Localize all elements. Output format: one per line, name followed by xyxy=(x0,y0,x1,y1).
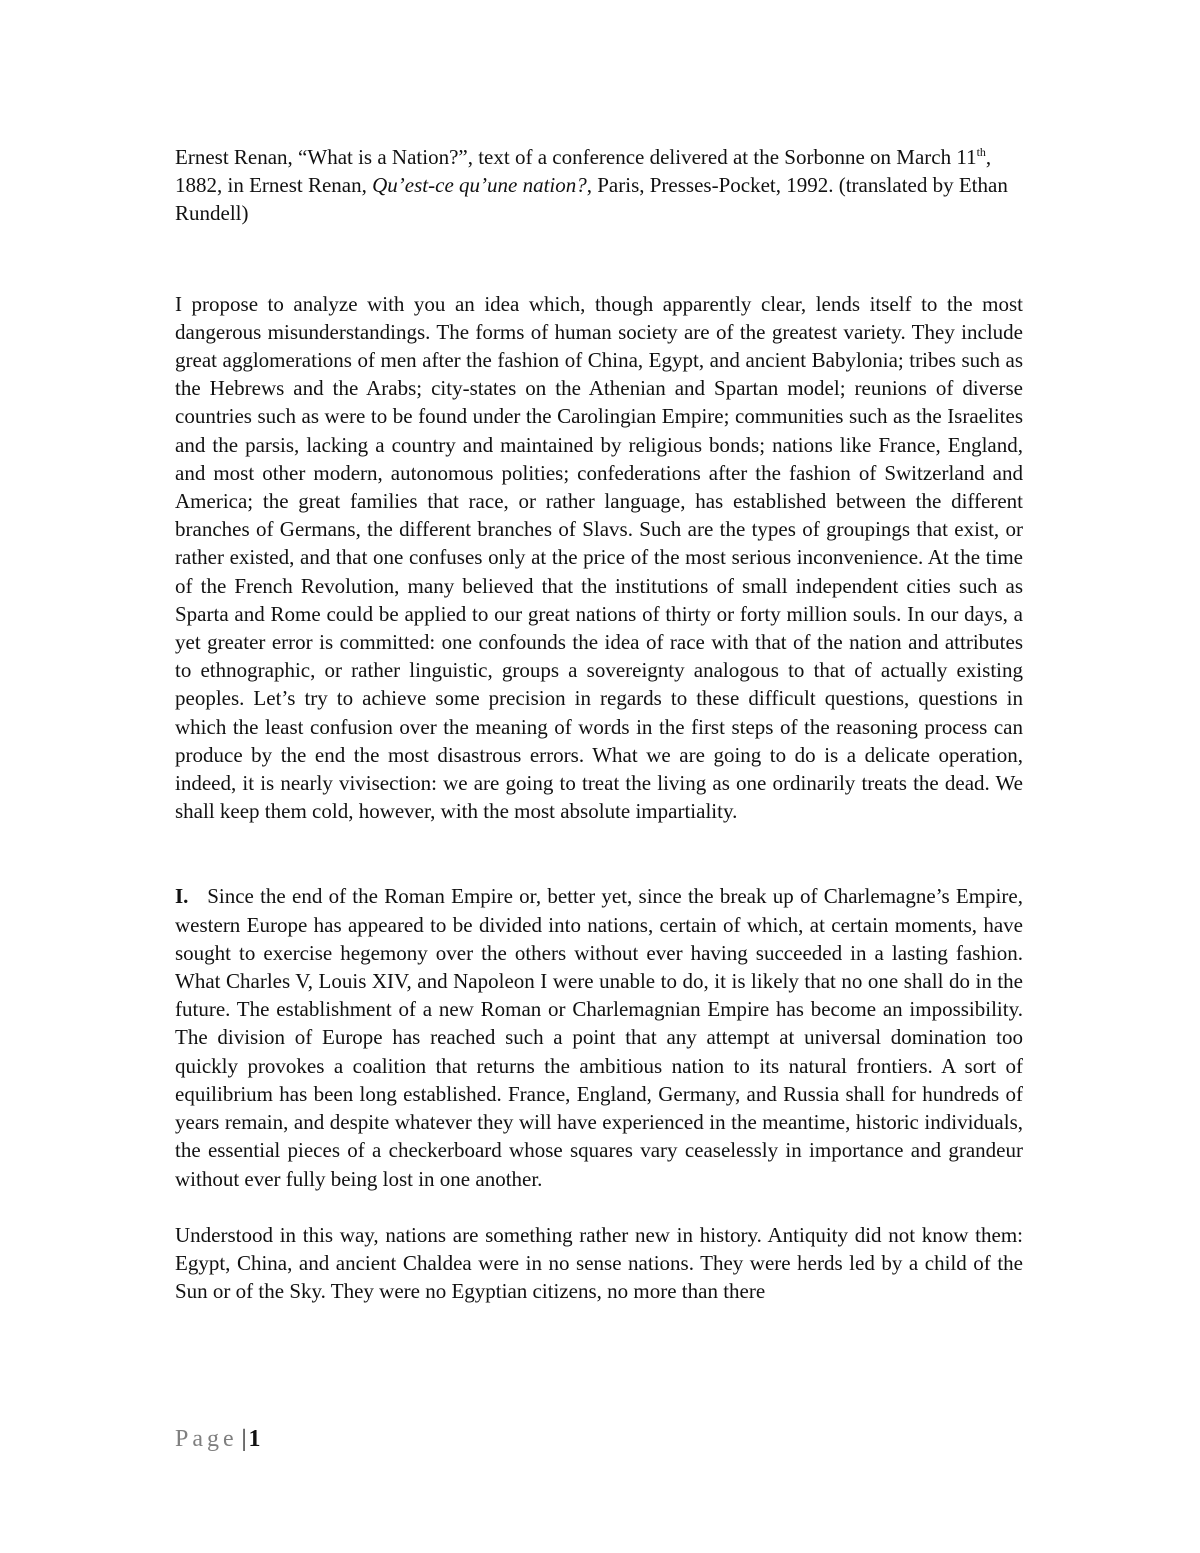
citation xyxy=(175,143,1023,228)
citation-book-title: Qu’est-ce qu’une nation? xyxy=(372,173,587,198)
section-1-text: Since the end of the Roman Empire or, better yet, since the break up of Charlemagne’s Empire, western Europe has appeared to be divided into nations, certain of which, at certain moments, have sought to exercise hegemony over the others without ever having succeeded in a lasting fashion. What Charles V, Louis XIV, and Napoleon I were unable to do, it is likely that no one shall do in the future. The establishment of a new Roman or Charlemagnian Empire has become an impossibility. The division of Europe has reached such a point that any attempt at universal domination too quickly provokes a coalition that returns the ambitious nation to its natural frontiers. A sort of equilibrium has been long established. France, England, Germany, and Russia shall for hundreds of years remain, and despite whatever they will have experienced in the meantime, historic individuals, the essential pieces of a checkerboard whose squares vary ceaselessly in importance and grandeur without ever fully being lost in one another. xyxy=(175,884,1023,1191)
intro-paragraph: I propose to analyze with you an idea which, though apparently clear, lends itself to the most dangerous misunderstandings. The forms of human society are of the greatest variety. They include great agglomerations of men after the fashion of China, Egypt, and ancient Babylonia; tribes such as the Hebrews and the Arabs; city-states on the Athenian and Spartan model; reunions of diverse countries such as were to be found under the Carolingian Empire; communities such as the Israelites and the parsis, lacking a country and maintained by religious bonds; nations like France, England, and most other modern, autonomous polities; confederations after the fashion of Switzerland and America; the great families that race, or rather language, has established between the different branches of Germans, the different branches of Slavs. Such are the types of groupings that exist, or rather existed, and that one confuses only at the price of the most serious inconvenience. At the time of the French Revolution, many believed that the institutions of small independent cities such as Sparta and Rome could be applied to our great nations of thirty or forty million souls. In our days, a yet greater error is committed: one confounds the idea of race with that of the nation and attributes to ethnographic, or rather linguistic, groups a sovereignty analogous to that of actually existing peoples. Let’s try to achieve some precision in regards to these difficult questions, questions in which the least confusion over the meaning of words in the first steps of the reasoning process can produce by the end the most disastrous errors. What we are going to do is a delicate operation, indeed, it is nearly vivisection: we are going to treat the living as one ordinarily treats the dead. We shall keep them cold, however, with the most absolute impartiality. xyxy=(175,291,1023,824)
section-1-paragraph xyxy=(175,882,1023,1192)
citation-part2: , 1882, in Ernest Renan, xyxy=(175,145,992,198)
page-content xyxy=(175,143,1023,1305)
section-number: I. xyxy=(175,884,189,909)
footer-page-label: Page xyxy=(175,1426,238,1452)
footer-page-number: 1 xyxy=(248,1426,261,1452)
footer-separator: | xyxy=(241,1426,247,1452)
page-footer xyxy=(175,1424,260,1454)
paragraph-2: Understood in this way, nations are something rather new in history. Antiquity did not know them: Egypt, China, and ancient Chaldea were in no sense nations. They were herds led by a child of the Sun or of the Sky. They were no Egyptian citizens, no more than there xyxy=(175,1222,1023,1304)
citation-part3: , Paris, Presses-Pocket, 1992. (translated by Ethan Rundell) xyxy=(175,173,1008,226)
citation-part1: Ernest Renan, “What is a Nation?”, text of a conference delivered at the Sorbonne on March 11 xyxy=(175,145,977,169)
citation-superscript: th xyxy=(976,145,986,159)
